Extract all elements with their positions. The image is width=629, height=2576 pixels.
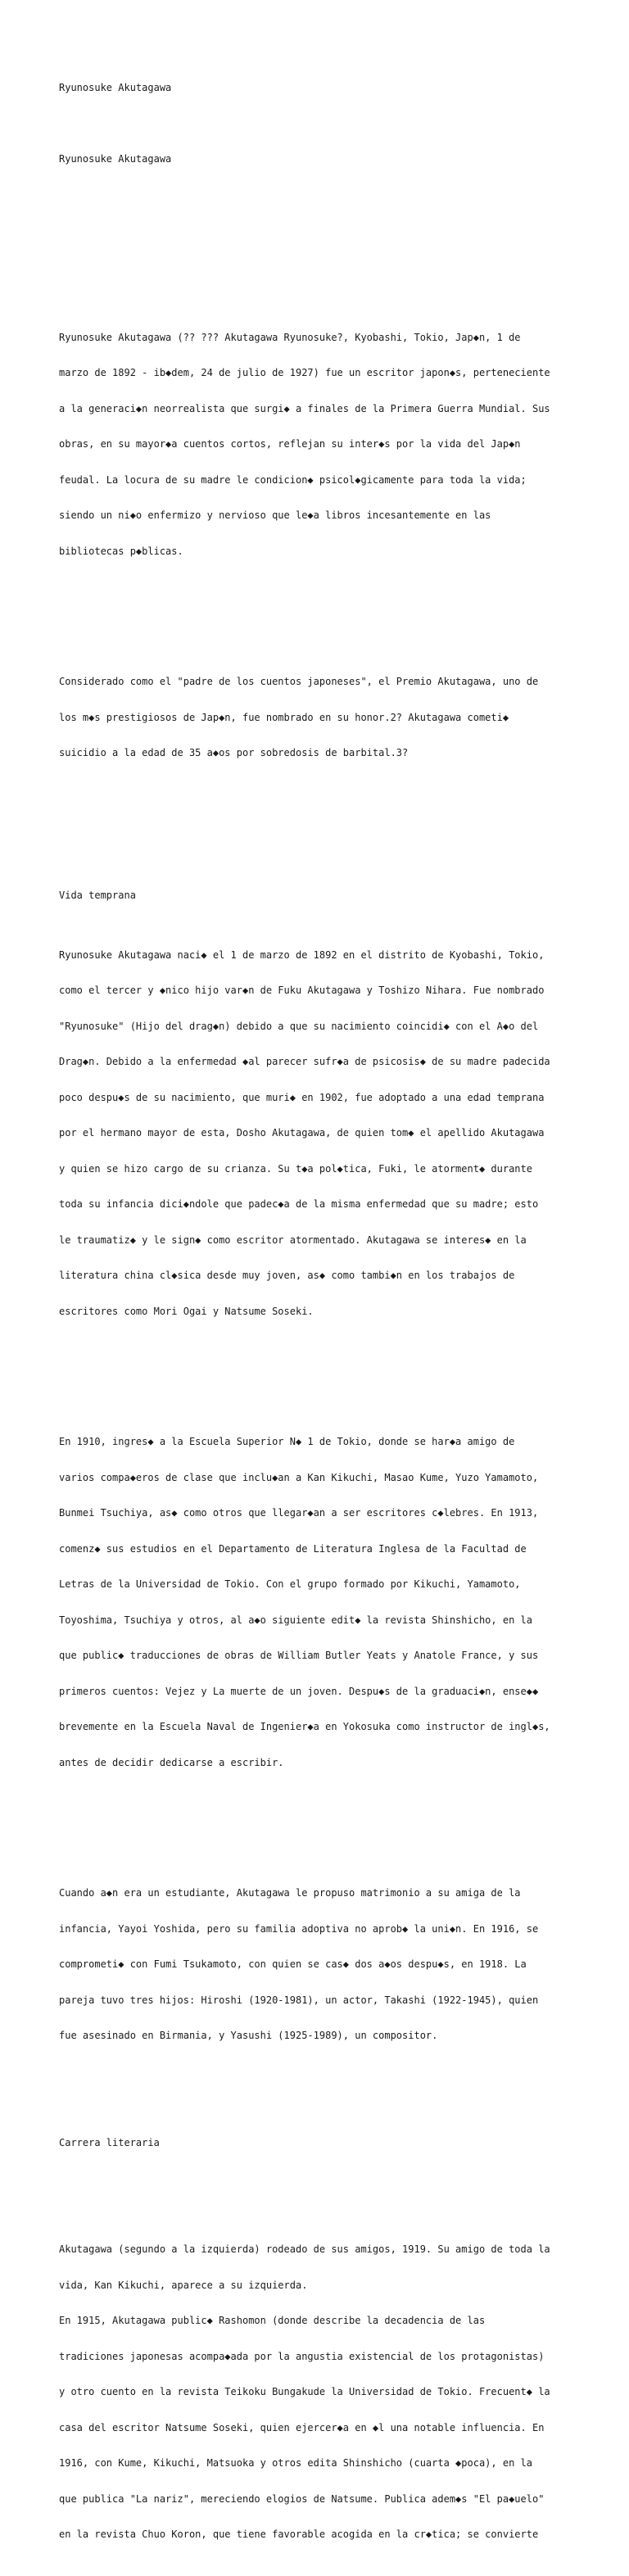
text-line: 1916, con Kume, Kikuchi, Matsuoka y otros edita Shinshicho (cuarta ◆poca), en la — [59, 2457, 532, 2469]
vida-temprana-paragraph-2 — [59, 1412, 583, 1792]
text-line: fue asesinado en Birmania, y Yasushi (1925-1989), un compositor. — [59, 2030, 438, 2041]
text-line: literatura china cl◆sica desde muy joven, as◆ como tambi◆n en los trabajos de — [59, 1270, 515, 1281]
text-line: que publica "La nariz", mereciendo elogios de Natsume. Publica adem◆s "El pa◆uelo" — [59, 2492, 545, 2505]
spacer — [59, 1816, 583, 1828]
spacer — [59, 224, 583, 237]
spacer — [59, 260, 583, 273]
text-line: escritores como Mori Ogai y Natsume Soseki. — [59, 1305, 314, 1317]
text-line: Letras de la Universidad de Tokio. Con el grupo formado por Kikuchi, Yamamoto, — [59, 1578, 521, 1590]
text-line: por el hermano mayor de esta, Dosho Akutagawa, de quien tom◆ el apellido Akutagawa — [59, 1127, 545, 1139]
text-line: feudal. La locura de su madre le condicion◆ psicol◆gicamente para toda la vida; — [59, 473, 527, 486]
text-line: le traumatiz◆ y le sign◆ como escritor atormentado. Akutagawa se interes◆ en la — [59, 1234, 527, 1246]
document-title: Ryunosuke Akutagawa — [59, 82, 172, 93]
text-line: obras, en su mayor◆a cuentos cortos, reflejan su inter◆s por la vida del Jap◆n — [59, 438, 521, 450]
text-line: Toyoshima, Tsuchiya y otros, al a◆o siguiente edit◆ la revista Shinshicho, en la — [59, 1614, 532, 1626]
text-line: y quien se hizo cargo de su crianza. Su t◆a pol◆tica, Fuki, le atorment◆ durante — [59, 1162, 532, 1175]
text-line: vida, Kan Kikuchi, aparece a su izquierda. — [59, 2279, 308, 2291]
text-line: toda su infancia dici◆ndole que padec◆a de la misma enfermedad que su madre; esto — [59, 1198, 539, 1210]
document-subtitle: Ryunosuke Akutagawa — [59, 153, 172, 165]
text-line: como el tercer y ◆nico hijo var◆n de Fuku Akutagawa y Toshizo Nihara. Fue nombrado — [59, 985, 545, 996]
text-line: bibliotecas p◆blicas. — [59, 545, 183, 557]
text-line: brevemente en la Escuela Naval de Ingenier◆a en Yokosuka como instructor de ingl◆s, — [59, 1721, 550, 1732]
spacer — [59, 189, 583, 201]
vida-temprana-paragraph-3 — [59, 1863, 583, 2066]
text-line: primeros cuentos: Vejez y La muerte de un joven. Despu◆s de la graduaci◆n, ense◆◆ — [59, 1685, 539, 1697]
text-line: antes de decidir dedicarse a escribir. — [59, 1756, 284, 1768]
section-heading-carrera-literaria: Carrera literaria — [59, 2136, 160, 2148]
text-line: En 1915, Akutagawa public◆ Rashomon (donde describe la decadencia de las — [59, 2315, 486, 2326]
text-line: pareja tuvo tres hijos: Hiroshi (1920-1981), un actor, Takashi (1922-1945), quien — [59, 1994, 539, 2006]
text-line: Akutagawa (segundo a la izquierda) rodeado de sus amigos, 1919. Su amigo de toda la — [59, 2243, 550, 2255]
text-line: que public◆ traducciones de obras de William Butler Yeats y Anatole France, y sus — [59, 1650, 539, 1661]
text-line: casa del escritor Natsume Soseki, quien ejercer◆a en ◆l una notable influencia. En — [59, 2421, 545, 2433]
spacer — [59, 118, 583, 130]
text-line: siendo un ni◆o enfermizo y nervioso que le◆a libros incesantemente en las — [59, 509, 491, 521]
text-line: En 1910, ingres◆ a la Escuela Superior N◆ 1 de Tokio, donde se har◆a amigo de — [59, 1436, 515, 1447]
text-line: Considerado como el "padre de los cuentos japoneses", el Premio Akutagawa, uno de — [59, 676, 539, 687]
spacer — [59, 842, 583, 854]
text-line: a la generaci◆n neorrealista que surgi◆ a finales de la Primera Guerra Mundial. Sus — [59, 402, 550, 414]
spacer — [59, 807, 583, 819]
text-line: tradiciones japonesas acompa◆ada por la angustia existencial de los protagonistas) — [59, 2350, 545, 2362]
intro-paragraph-1 — [59, 308, 583, 582]
intro-paragraph-2 — [59, 652, 583, 783]
spacer — [59, 1365, 583, 1377]
text-line: poco despu◆s de su nacimiento, que muri◆ en 1902, fue adoptado a una edad temprana — [59, 1091, 545, 1103]
vida-temprana-paragraph-1 — [59, 926, 583, 1342]
text-line: los m◆s prestigiosos de Jap◆n, fue nombrado en su honor.2? Akutagawa cometi◆ — [59, 711, 509, 723]
section-heading-vida-temprana: Vida temprana — [59, 890, 136, 901]
text-line: Ryunosuke Akutagawa (?? ??? Akutagawa Ryunosuke?, Kyobashi, Tokio, Jap◆n, 1 de — [59, 331, 521, 343]
text-line: infancia, Yayoi Yoshida, pero su familia adoptiva no aprob◆ la uni◆n. En 1916, se — [59, 1922, 539, 1935]
text-line: Cuando a◆n era un estudiante, Akutagawa le propuso matrimonio a su amiga de la — [59, 1887, 521, 1899]
text-line: Bunmei Tsuchiya, as◆ como otros que llegar◆an a ser escritores c◆lebres. En 1913, — [59, 1507, 539, 1519]
text-line: y otro cuento en la revista Teikoku Bungakude la Universidad de Tokio. Frecuent◆ la — [59, 2386, 550, 2397]
text-line: comenz◆ sus estudios en el Departamento de Literatura Inglesa de la Facultad de — [59, 1542, 527, 1555]
spacer — [59, 2089, 583, 2102]
text-line: "Ryunosuke" (Hijo del drag◆n) debido a que su nacimiento coincidi◆ con el A◆o del — [59, 1020, 539, 1032]
text-line: Ryunosuke Akutagawa naci◆ el 1 de marzo de 1892 en el distrito de Kyobashi, Tokio, — [59, 948, 545, 961]
text-line: en la revista Chuo Koron, que tiene favorable acogida en la cr◆tica; se convierte — [59, 2528, 539, 2540]
text-line: comprometi◆ con Fumi Tsukamoto, con quien se cas◆ dos a◆os despu◆s, en 1918. La — [59, 1958, 527, 1970]
text-line: varios compa◆eros de clase que inclu◆an a Kan Kikuchi, Masao Kume, Yuzo Yamamoto, — [59, 1471, 539, 1483]
spacer — [59, 604, 583, 617]
spacer — [59, 2172, 583, 2184]
text-line: Drag◆n. Debido a la enfermedad ◆al parecer sufr◆a de psicosis◆ de su madre padecida — [59, 1056, 550, 1067]
document-page — [59, 58, 583, 2576]
text-line: marzo de 1892 - ib◆dem, 24 de julio de 1927) fue un escritor japon◆s, perteneciente — [59, 367, 550, 378]
carrera-paragraph-1 — [59, 2220, 583, 2565]
text-line: suicidio a la edad de 35 a◆os por sobredosis de barbital.3? — [59, 747, 409, 758]
